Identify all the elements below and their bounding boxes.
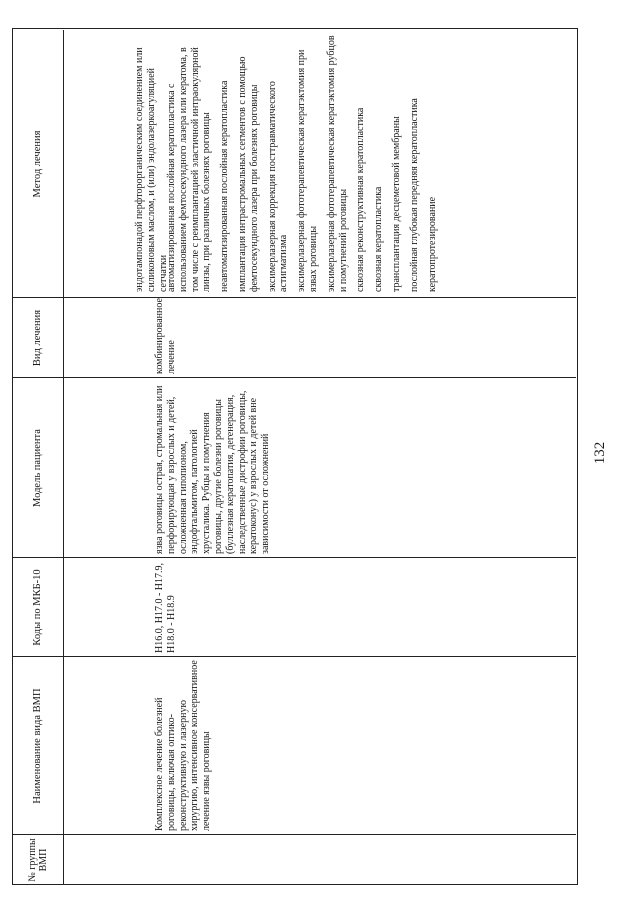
header-divider xyxy=(63,30,64,885)
column-divider xyxy=(12,834,576,835)
treatment-type-cell: комбинированное лечение xyxy=(154,298,177,374)
method-item: сквозная реконструктивная кератопластика xyxy=(355,107,367,292)
header-patient-model: Модель пациента xyxy=(32,429,43,507)
column-divider xyxy=(12,656,576,657)
method-item: сквозная кератопластика xyxy=(373,186,385,292)
header-group-no: № группы ВМП xyxy=(27,838,49,882)
header-icd-codes: Коды по МКБ-10 xyxy=(32,569,43,646)
method-item: неавтоматизированная послойная кератопластика xyxy=(219,80,231,292)
method-item: эксимерлазерная коррекция посттравматического астигматизма xyxy=(266,81,290,292)
page-number: 132 xyxy=(592,441,608,465)
method-item: трансплантация десцеметовой мембраны xyxy=(390,116,402,292)
method-item: имплантация интрастромальных сегментов с помощью фемтосекундного лазера при болезнях роговицы xyxy=(236,56,260,292)
column-divider xyxy=(12,297,576,298)
header-treatment-method: Метод лечения xyxy=(32,130,43,198)
header-treatment-type: Вид лечения xyxy=(32,309,43,367)
icd-codes-cell: H16.0, H17.0 - H17.9, H18.0 - H18.9 xyxy=(154,563,177,653)
method-item: автоматизированная послойная кератопластика с использованием фемтосекундного лазера или кератома, в том числе с реимплантацией эластичной интраокулярной линзы, при различных болезнях роговицы xyxy=(166,47,213,292)
method-item: эксимерлазерная фототерапевтическая кератэктомия рубцов и помутнений роговицы xyxy=(325,35,349,292)
vmp-name-cell: Комплексное лечение болезней роговицы, включая оптико-реконструктивную и лазерную хирургию, интенсивное консервативное лечение язвы роговицы xyxy=(154,660,213,831)
method-item: эксимерлазерная фототерапевтическая кератэктомия при язвах роговицы xyxy=(296,49,319,292)
continuation-method-text: эндотампонадой перфторорганическим соединением или силиконовым маслом, и (или) эндолазеркоагуляцией сетчатки xyxy=(134,47,169,292)
treatment-methods-list xyxy=(166,34,444,292)
column-divider xyxy=(12,377,576,378)
column-divider xyxy=(12,557,576,558)
patient-model-cell: язва роговицы острая, стромальная или перфорирующая у взрослых и детей, осложненная гипопионом, эндофтальмитом, патологией хрусталика. Рубцы и помутнения роговицы, другие болезни роговицы (буллезная кератопатия, дегенерация, наследственные дистрофии роговицы, кератоконус) у взрослых и детей вне зависимости от осложнений xyxy=(154,385,272,554)
method-item: кератопротезирование xyxy=(426,196,438,292)
header-vmp-name: Наименование вида ВМП xyxy=(32,688,43,804)
method-item: послойная глубокая передняя кератопластика xyxy=(408,98,420,292)
